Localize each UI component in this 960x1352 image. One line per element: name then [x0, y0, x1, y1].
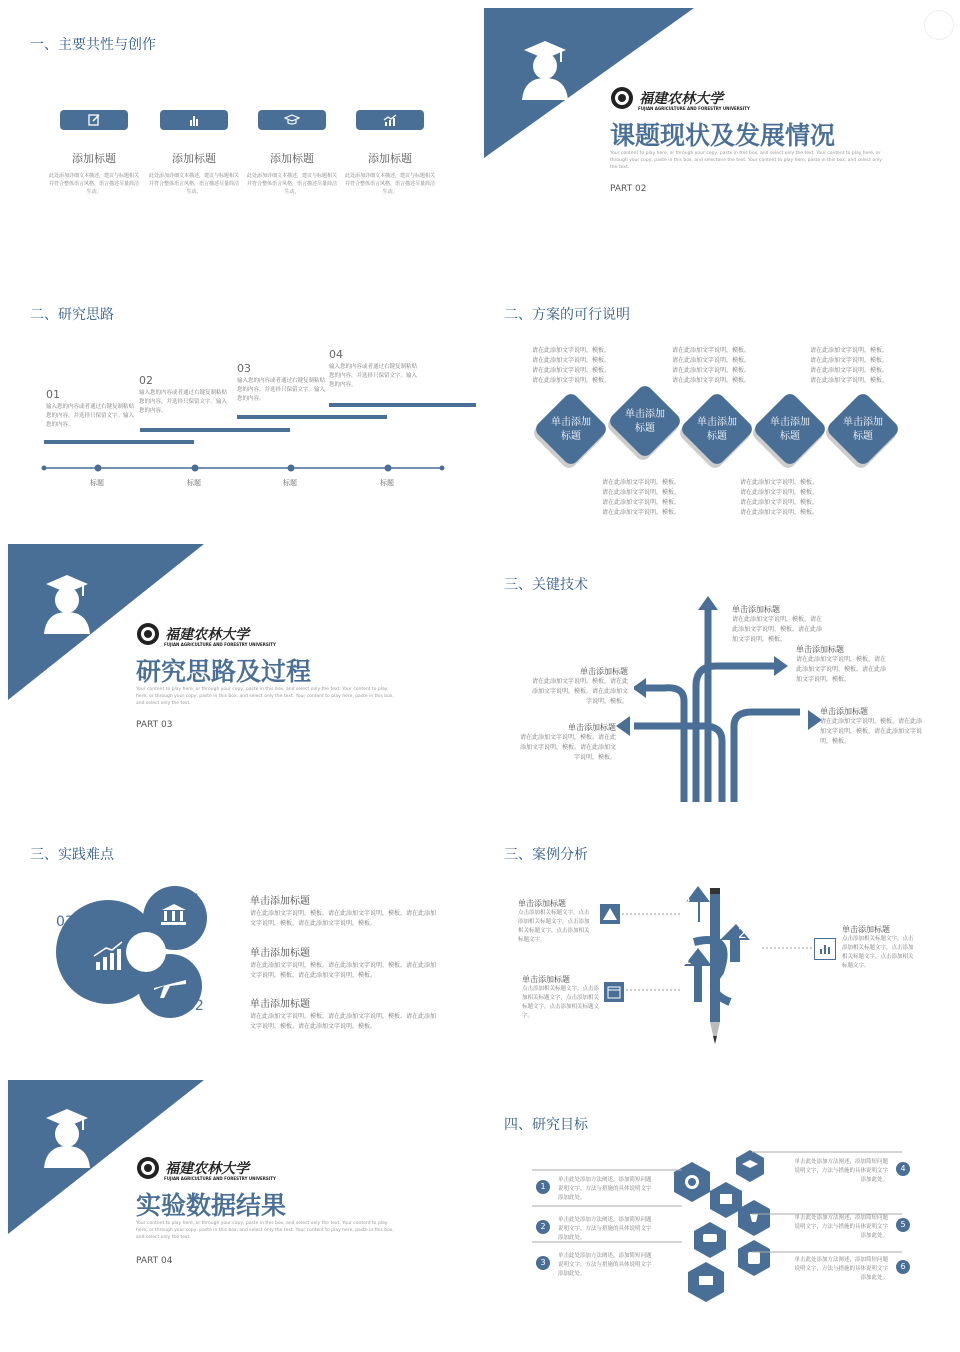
- bottom-text-2: 请在此添加文字说明，模板。请在此添加文字说明，模板。请在此添加文字说明，模板。请在此添加文字说明，模板。: [740, 479, 819, 516]
- tech-block-4: [528, 666, 628, 707]
- bottom-text-1: 请在此添加文字说明，模板。请在此添加文字说明，模板。请在此添加文字说明，模板。请在此添加文字说明，模板。: [602, 479, 681, 516]
- tech-block-2: [796, 644, 888, 685]
- part-label: PART 03: [136, 720, 173, 730]
- step-text: 输入您的内容或者通过右键复制粘贴您的内容，并选择只保留文字。输入您的内容。: [139, 390, 228, 414]
- timeline-label: 标题: [90, 479, 104, 487]
- goal-text: 单击此处添加方法阐述，添加简短问题说明文字，方法与措施的具体说明文字添加此处。: [558, 1177, 652, 1201]
- step-bar-4: [329, 403, 476, 407]
- university-name-en: FUJIAN AGRICULTURE AND FORESTRY UNIVERSITY: [164, 1176, 276, 1181]
- edit-icon: [87, 113, 101, 127]
- feature-column-1: [48, 110, 140, 196]
- feature-desc: 此处添加详细文本描述，建议与标题相关并符合整体语言风格，语言描述尽量简洁生动。: [344, 173, 435, 195]
- step-block-4: [329, 348, 417, 390]
- graduation-cap-icon: [284, 113, 300, 127]
- slide-research-goals: [484, 1080, 960, 1342]
- diamond-label: 单击添加标题: [843, 417, 883, 442]
- diamond-5[interactable]: [826, 394, 900, 468]
- feature-desc: 此处添加详细文本描述，建议与标题相关并符合整体语言风格，语言描述尽量简洁生动。: [246, 173, 337, 195]
- slide-title: 二、研究思路: [30, 307, 114, 323]
- tech-text: 请在此添加文字说明，模板。请在此添加文字说明，模板。请在此添加文字说明，模板。: [519, 734, 616, 761]
- difficulty-title: 单击添加标题: [250, 896, 310, 907]
- case-title: 单击添加标题: [518, 899, 566, 908]
- connector-lines: [622, 910, 842, 1020]
- warning-icon: [600, 904, 620, 924]
- trend-chart-icon-button[interactable]: [356, 110, 424, 130]
- slide-title: 一、主要共性与创作: [30, 37, 156, 53]
- arrows-graphic-extra: [614, 700, 824, 740]
- difficulty-block-1: [250, 892, 440, 929]
- slide-research-idea: [0, 270, 476, 532]
- section-desc: Your content to play here, or through your copy, paste in this box, and select only the text. Your content to play here, or through your copy, paste in this box, and select only the text. Your content to play here, paste in this box, and select only the text.: [136, 687, 394, 706]
- slide-section-cover-03: [0, 540, 476, 802]
- tech-text: 请在此添加文字说明，模板。请在此添加文字说明，模板。请在此添加文字说明，模板。: [531, 678, 628, 705]
- step-bar-3: [237, 415, 387, 419]
- case-title: 单击添加标题: [522, 975, 570, 984]
- goal-left-2: [536, 1216, 656, 1243]
- feature-label: 添加标题: [172, 152, 216, 165]
- tech-text: 请在此添加文字说明，模板。请在此添加文字说明，模板。请在此添加文字说明，模板。: [732, 616, 823, 643]
- slide-main-commonality: [0, 0, 476, 262]
- circle-label-02: 02: [186, 998, 204, 1014]
- university-logo: [610, 86, 750, 111]
- part-label: PART 04: [136, 1256, 173, 1266]
- timeline-axis: [40, 463, 450, 473]
- graduate-icon: [42, 572, 92, 634]
- difficulty-text: 请在此添加文字说明，模板。请在此添加文字说明，模板。请在此添加文字说明，模板。请在此添加文字说明，模板。: [250, 910, 437, 927]
- case-title: 单击添加标题: [842, 925, 890, 934]
- timeline-label: 标题: [283, 479, 297, 487]
- feature-column-4: [344, 110, 436, 196]
- goal-text: 单击此处添加方法阐述，添加简短问题说明文字，方法与措施的具体说明文字添加此处。: [558, 1217, 652, 1241]
- goal-right-4: [794, 1158, 910, 1185]
- bar-chart-icon: [187, 113, 201, 127]
- goal-number-badge: 1: [536, 1180, 550, 1194]
- section-title: 实验数据结果: [136, 1191, 287, 1220]
- bar-chart-icon-button[interactable]: [160, 110, 228, 130]
- goal-left-1: [536, 1176, 656, 1203]
- goal-text: 单击此处添加方法阐述，添加简短问题说明文字，方法与措施的具体说明文字添加此处。: [794, 1257, 888, 1281]
- step-block-2: [139, 374, 227, 416]
- slide-title: 三、关键技术: [504, 577, 588, 593]
- timeline-label: 标题: [380, 479, 394, 487]
- slide-feasibility: [484, 270, 960, 532]
- difficulty-text: 请在此添加文字说明，模板。请在此添加文字说明，模板。请在此添加文字说明，模板。请在此添加文字说明，模板。: [250, 962, 437, 979]
- goal-right-5: [794, 1214, 910, 1241]
- tech-title: 单击添加标题: [796, 645, 844, 654]
- step-number: 03: [237, 362, 251, 375]
- university-seal-icon: [136, 1156, 160, 1180]
- difficulty-title: 单击添加标题: [250, 999, 310, 1010]
- report-icon: [814, 938, 836, 960]
- slide-key-tech: [484, 540, 960, 802]
- section-title: 研究思路及过程: [136, 657, 312, 686]
- university-seal-icon: [136, 622, 160, 646]
- arrow-number-1: 1: [683, 952, 692, 968]
- case-text: 点击添加相关标题文字，点击添加相关标题文字，点击添加相关标题文字，点击添加相关标题文字。: [522, 986, 600, 1019]
- difficulty-text: 请在此添加文字说明，模板。请在此添加文字说明，模板。请在此添加文字说明，模板。请在此添加文字说明，模板。: [250, 1013, 437, 1030]
- university-logo: [136, 622, 276, 647]
- feature-label: 添加标题: [270, 152, 314, 165]
- tech-text: 请在此添加文字说明，模板。请在此添加文字说明，模板。请在此添加文字说明，模板。: [820, 718, 923, 745]
- feature-desc: 此处添加详细文本描述，建议与标题相关并符合整体语言风格，语言描述尽量简洁生动。: [148, 173, 239, 195]
- trend-chart-icon: [382, 113, 398, 127]
- goal-number-badge: 3: [536, 1256, 550, 1270]
- university-name-en: FUJIAN AGRICULTURE AND FORESTRY UNIVERSITY: [164, 642, 276, 647]
- tech-block-3: [820, 706, 922, 747]
- goal-text: 单击此处添加方法阐述，添加简短问题说明文字，方法与措施的具体说明文字添加此处。: [794, 1159, 888, 1183]
- step-block-3: [237, 362, 325, 404]
- section-desc: Your content to play here, or through your copy, paste in this box, and select only the text. Your content to play here, or through your copy, paste in this box, and selectone the text. Your content to play here, paste in this box, and select only the text.: [610, 151, 882, 170]
- tech-block-5: [516, 722, 616, 763]
- goal-number-badge: 2: [536, 1220, 550, 1234]
- top-text-3: 请在此添加文字说明，模板。请在此添加文字说明，模板。请在此添加文字说明，模板。请在此添加文字说明，模板。: [810, 347, 889, 384]
- case-block-2: [522, 974, 600, 1021]
- slide-title: 四、研究目标: [504, 1117, 588, 1133]
- goal-number-badge: 4: [896, 1162, 910, 1176]
- slide-title: 二、方案的可行说明: [504, 307, 630, 323]
- diamond-4[interactable]: [753, 394, 827, 468]
- circle-label-03: 03: [56, 914, 74, 930]
- case-text: 点击添加相关标题文字，点击添加相关标题文字，点击添加相关标题文字，点击添加相关标题文字。: [842, 936, 914, 969]
- goal-text: 单击此处添加方法阐述，添加简短问题说明文字，方法与措施的具体说明文字添加此处。: [558, 1253, 652, 1277]
- feature-label: 添加标题: [368, 152, 412, 165]
- watermark: [924, 10, 954, 40]
- case-block-1: [518, 898, 594, 945]
- step-text: 输入您的内容或者通过右键复制粘贴您的内容，并选择只保留文字。输入您的内容。: [237, 378, 326, 402]
- edit-icon-button[interactable]: [60, 110, 128, 130]
- timeline-label: 标题: [187, 479, 201, 487]
- section-title: 课题现状及发展情况: [610, 121, 836, 150]
- goal-text: 单击此处添加方法阐述，添加简短问题说明文字，方法与措施的具体说明文字添加此处。: [794, 1215, 888, 1239]
- circle-label-01: 01: [183, 892, 201, 908]
- step-block-1: [46, 388, 134, 430]
- slide-title: 三、实践难点: [30, 847, 114, 863]
- part-label: PART 02: [610, 184, 647, 194]
- tech-text: 请在此添加文字说明，模板。请在此添加文字说明，模板。请在此添加文字说明，模板。: [796, 656, 887, 683]
- tech-title: 单击添加标题: [732, 605, 780, 614]
- step-bar-2: [140, 428, 290, 432]
- calendar-icon: [604, 982, 624, 1002]
- goal-right-6: [794, 1256, 910, 1283]
- difficulty-block-2: [250, 944, 440, 981]
- goal-left-3: [536, 1252, 656, 1279]
- feature-column-3: [246, 110, 338, 196]
- case-text: 点击添加相关标题文字，点击添加相关标题文字，点击添加相关标题文字，点击添加相关标题文字。: [518, 910, 590, 943]
- diamond-label: 单击添加标题: [770, 417, 810, 442]
- step-number: 04: [329, 348, 343, 361]
- university-name-en: FUJIAN AGRICULTURE AND FORESTRY UNIVERSITY: [638, 106, 750, 111]
- tech-title: 单击添加标题: [568, 723, 616, 732]
- goal-number-badge: 5: [896, 1218, 910, 1232]
- section-desc: Your content to play here, or through your copy, paste in this box, and select only the text. Your content to play here, or through your copy, paste in this box, and select only the text. Your content to play here, paste in this box, and select only the text.: [136, 1221, 394, 1240]
- top-text-1: 请在此添加文字说明，模板。请在此添加文字说明，模板。请在此添加文字说明，模板。请在此添加文字说明，模板。: [532, 347, 611, 384]
- slide-title: 三、案例分析: [504, 847, 588, 863]
- step-number: 02: [139, 374, 153, 387]
- difficulty-block-3: [250, 995, 440, 1032]
- tech-block-1: [732, 604, 822, 645]
- diamond-label: 单击添加标题: [625, 409, 665, 434]
- university-name: 福建农林大学: [165, 1161, 250, 1177]
- step-text: 输入您的内容或者通过右键复制粘贴您的内容，并选择只保留文字。输入您的内容。: [46, 404, 135, 428]
- diamond-label: 单击添加标题: [697, 417, 737, 442]
- feature-column-2: [148, 110, 240, 196]
- step-bar-1: [44, 440, 194, 444]
- step-number: 01: [46, 388, 60, 401]
- slide-section-cover-02: [484, 0, 960, 262]
- university-logo: [136, 1156, 276, 1181]
- university-seal-icon: [610, 86, 634, 110]
- difficulty-title: 单击添加标题: [250, 948, 310, 959]
- arrow-number-2: 2: [738, 926, 747, 942]
- university-name: 福建农林大学: [639, 91, 724, 107]
- slide-practice-difficulty: [0, 810, 476, 1072]
- case-block-3: [842, 924, 918, 971]
- top-text-2: 请在此添加文字说明，模板。请在此添加文字说明，模板。请在此添加文字说明，模板。请在此添加文字说明，模板。: [672, 347, 751, 384]
- diamond-3[interactable]: [680, 394, 754, 468]
- arrow-number-3: 3: [682, 896, 691, 912]
- goal-number-badge: 6: [896, 1260, 910, 1274]
- feature-desc: 此处添加详细文本描述，建议与标题相关并符合整体语言风格，语言描述尽量简洁生动。: [48, 173, 139, 195]
- tech-title: 单击添加标题: [820, 707, 868, 716]
- diamond-label: 单击添加标题: [551, 417, 591, 442]
- graduate-icon: [42, 1106, 92, 1168]
- diamond-2[interactable]: [608, 386, 682, 460]
- slide-section-cover-04: [0, 1080, 476, 1342]
- graduation-cap-icon-button[interactable]: [258, 110, 326, 130]
- graduate-icon: [520, 38, 570, 100]
- university-name: 福建农林大学: [165, 627, 250, 643]
- step-text: 输入您的内容或者通过右键复制粘贴您的内容，并选择只保留文字。输入您的内容。: [329, 364, 418, 388]
- tech-title: 单击添加标题: [580, 667, 628, 676]
- slide-case-analysis: [484, 810, 960, 1072]
- feature-label: 添加标题: [72, 152, 116, 165]
- diamond-1[interactable]: [534, 394, 608, 468]
